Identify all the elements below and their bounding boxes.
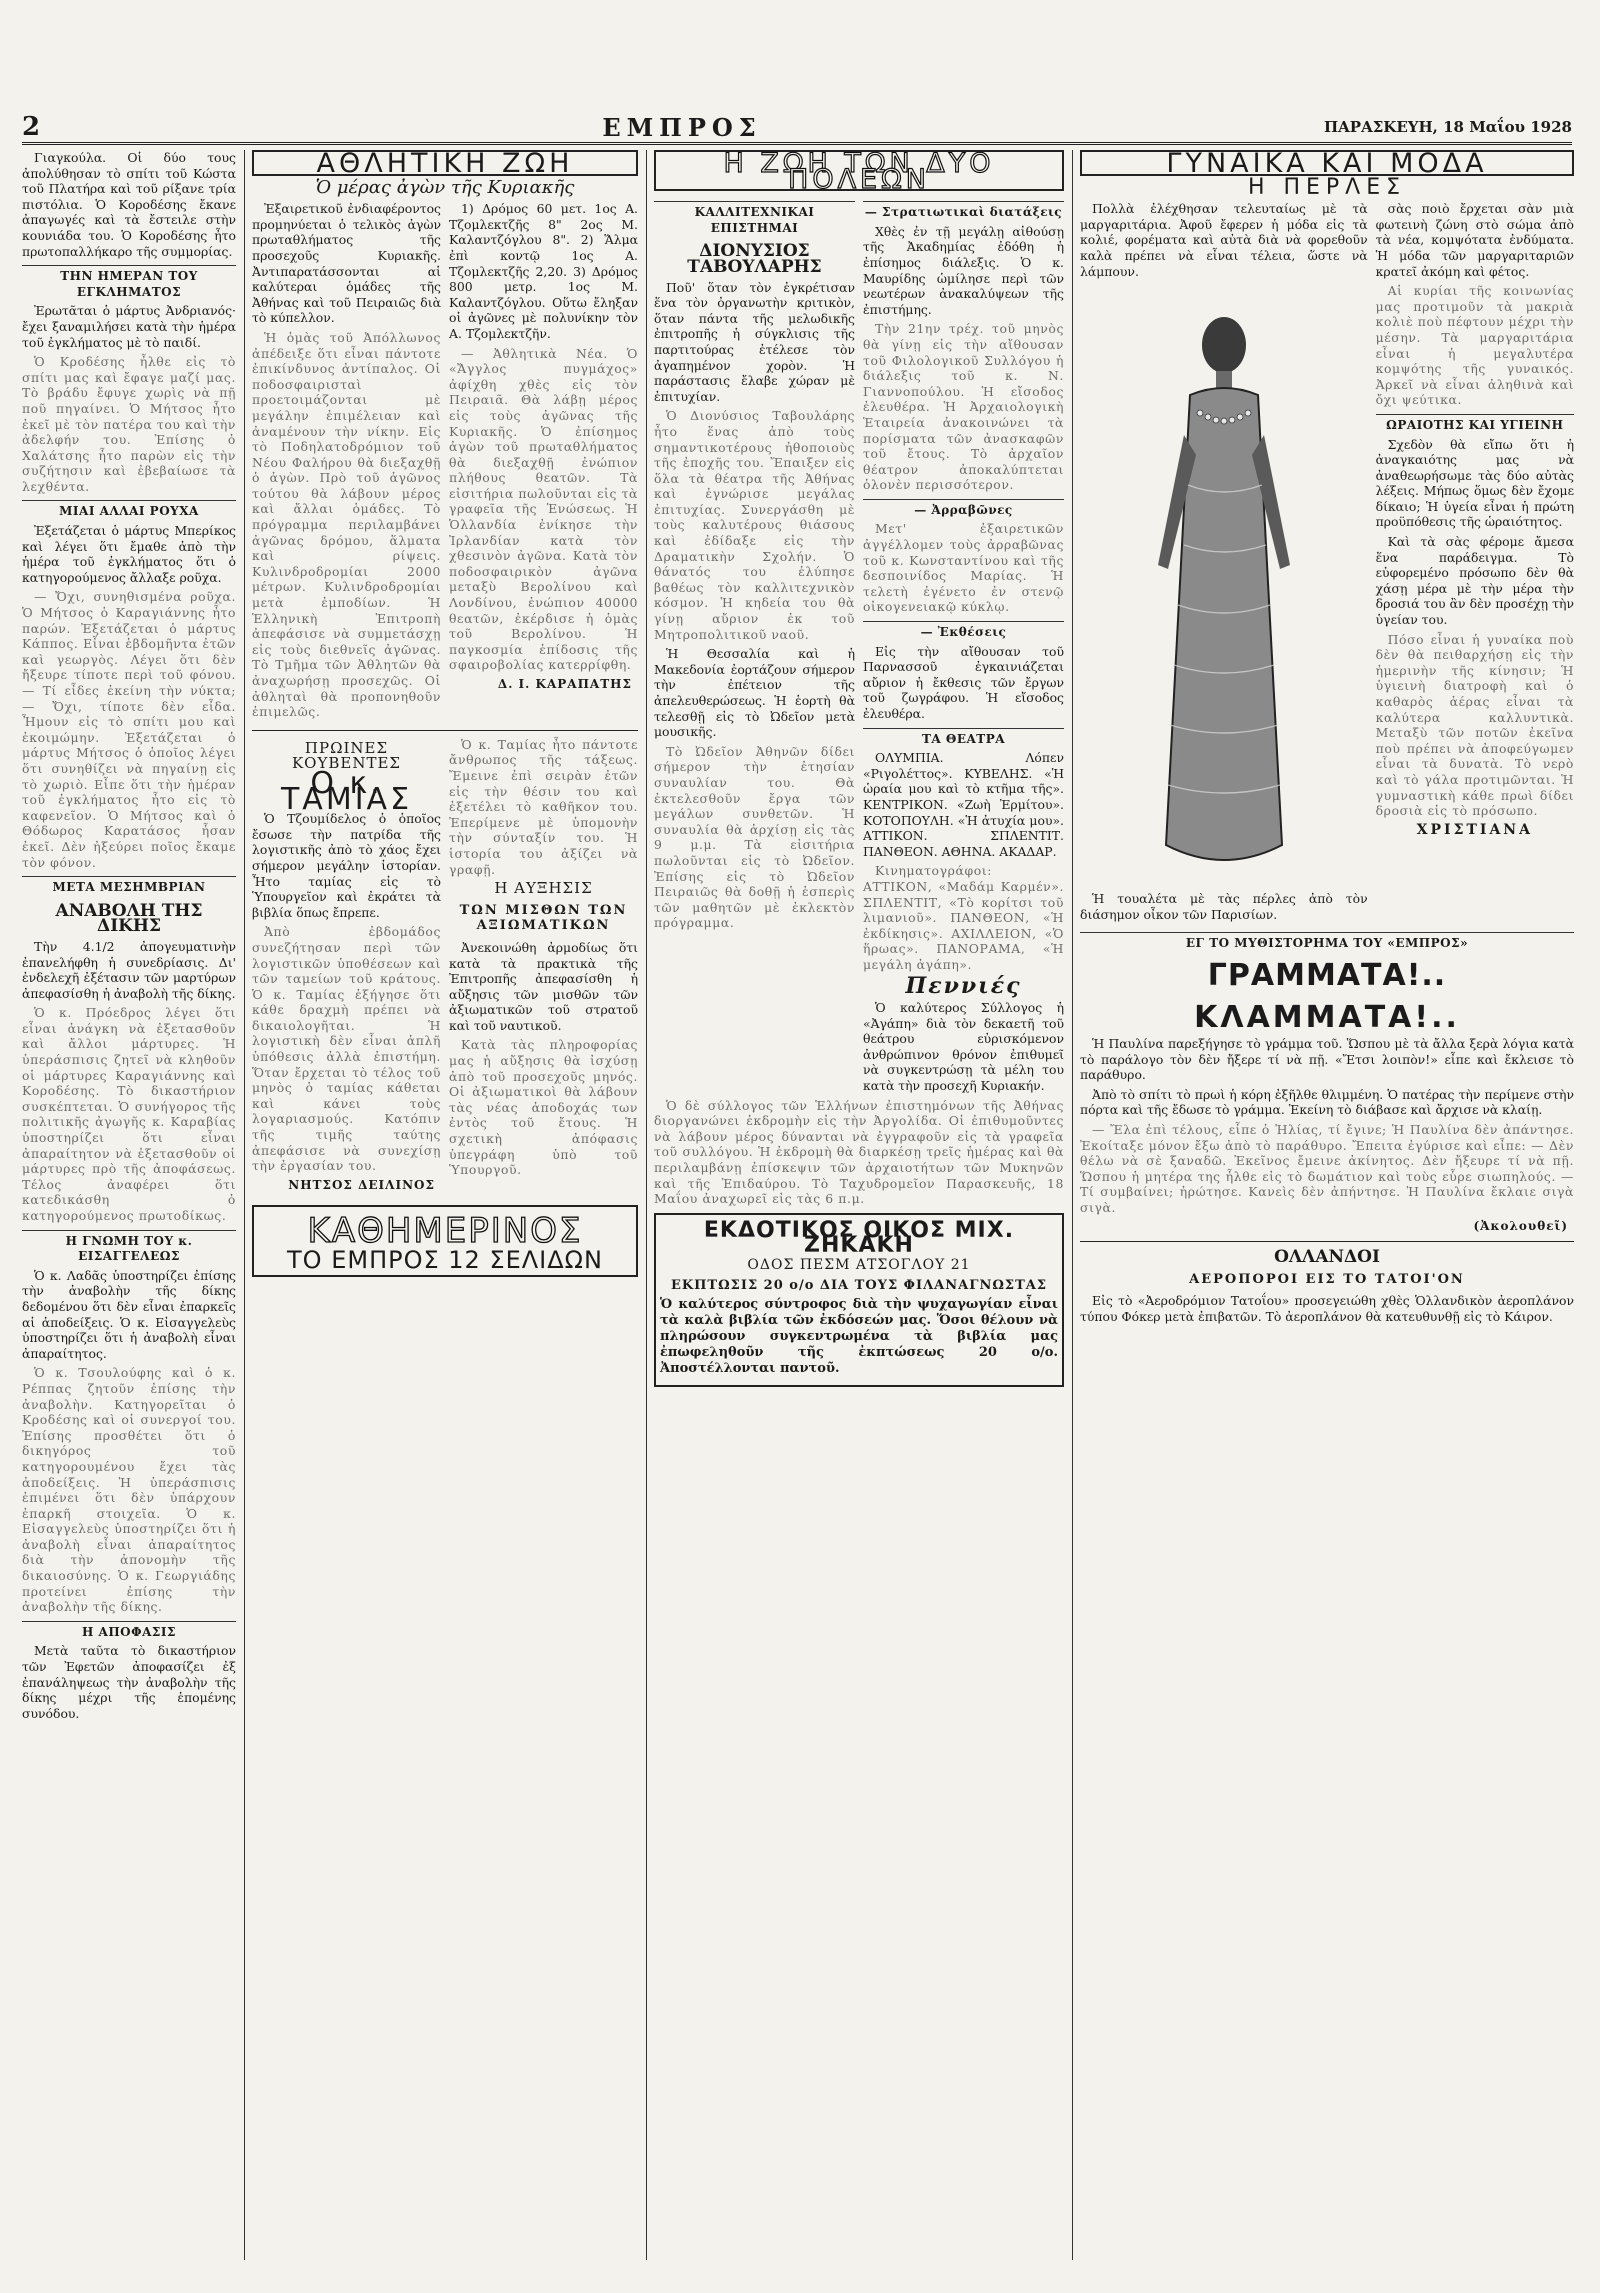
heading-tavoularis: ΔΙΟΝΥΣΙΟΣ ΤΑΒΟΥΛΑΡΗΣ bbox=[687, 241, 822, 277]
ad-publisher-address: ΟΔΟΣ ΠΕΣΜ ΑΤΣΟΓΛΟΥ 21 bbox=[747, 1257, 971, 1273]
section-title-sports: ΑΘΛΗΤΙΚΗ ΖΩΗ bbox=[252, 150, 638, 176]
filler-text: Ὁ Κροδέσης ἦλθε εἰς τὸ σπίτι μας καὶ ἔφαγε μαζί μας. Τὸ βράδυ ἔφυγε χωρὶς νὰ πῇ ποῦ πηγαίνει. Ὁ Μήτσος ἦτο ἐκεῖ μὲ τὸν πατέρα του καὶ τὴν ἀδελφήν του. Ἐπίσης ὁ Χαλάτσης ἦτο παρὼν εἰς τὴν συζήτησιν καὶ ἐβεβαίωσε τὰ λεχθέντα. bbox=[22, 354, 236, 494]
paragraph: ΟΛΥΜΠΙΑ. Λόπεν «Ριγολέττος». ΚΥΒΕΛΗΣ. «Ἡ ὡραία μου καὶ τὸ κτῆμα τῆς». ΚΕΝΤΡΙΚΟΝ. «Ζωὴ Ἐρμίτου». ΚΟΤΟΠΟΥΛΗ. «Ἡ ἀτυχία μου». ΑΤΤΙΚΟΝ. ΣΠΛΕΝΤΙΤ. ΠΑΝΘΕΟΝ. ΑΘΗΝΑ. ΑΚΑΔΑΡ. bbox=[863, 750, 1064, 859]
heading-crime-day: ΤΗΝ ΗΜΕΡΑΝ ΤΟΥ ΕΓΚΛΗΜΑΤΟΣ bbox=[22, 265, 236, 300]
filler-text: Αἱ κυρίαι τῆς κοινωνίας μας προτιμοῦν τὰ μακριὰ κολιὲ ποὺ πέφτουν μέχρι τὴν μέσην. Τὰ μαργαριτάρια εἶναι ἡ μεγαλυτέρα κομψότης τῆς γυναικός. Ἀρκεῖ νὰ εἶναι ἀληθινὰ καὶ ὄχι ψεύτικα. bbox=[1375, 283, 1574, 408]
author-signature: ΝΗΤΣΟΣ ΔΕΙΛΙΝΟΣ bbox=[288, 1177, 435, 1192]
article-subtitle: Ὁ μέρας ἀγὼν τῆς Κυριακῆς bbox=[315, 176, 575, 198]
paragraph: Ἀπὸ τὸ σπίτι τὸ πρωὶ ἡ κόρη ἐξῆλθε θλιμμένη. Ὁ πατέρας τὴν περίμενε στὴν πόρτα καὶ τῆς ἔδωσε τὸ γράμμα. Ἐκείνη τὸ διάβασε καὶ ἄρχισε νὰ κλαίῃ. bbox=[1080, 1086, 1574, 1118]
paper-name: ΕΜΠΡΟΣ bbox=[602, 112, 762, 142]
heading-serial-novel: ΕΓ ΤΟ ΜΥΘΙΣΤΟΡΗΜΑ ΤΟΥ «ΕΜΠΡΟΣ» bbox=[1080, 932, 1574, 952]
section-title-fashion: ΓΥΝΑΙΚΑ ΚΑΙ ΜΟΔΑ bbox=[1080, 150, 1574, 176]
paragraph: Εἰς τὴν αἴθουσαν τοῦ Παρνασσοῦ ἐγκαινιάζεται αὔριον ἡ ἔκθεσις τῶν ἔργων τοῦ ζωγράφου. Ἡ εἴσοδος ἐλευθέρα. bbox=[863, 643, 1064, 721]
heading-military-orders: — Στρατιωτικαὶ διατάξεις bbox=[863, 201, 1064, 221]
heading-beauty-hygiene: ΩΡΑΙΟΤΗΣ ΚΑΙ ΥΓΙΕΙΝΗ bbox=[1376, 414, 1574, 434]
page-number: 2 bbox=[22, 112, 41, 142]
heading-decision: Η ΑΠΟΦΑΣΙΣ bbox=[22, 1621, 236, 1641]
filler-text: Ὁ κ. Τσουλούφης καὶ ὁ κ. Ρέππας ζητοῦν ἐπίσης τὴν ἀναβολὴν. Κατηγορεῖται ὁ Κροδέσης καὶ οἱ συνεργοί του. Ἐπίσης προσθέτει ὅτι ὁ δικηγόρος τοῦ κατηγορουμένου ἔχει τὰς ἀποδείξεις. Ἡ ὑπεράσπισις ἐπιμένει ὅτι δὲν ὑπάρχουν ἐπαρκῆ στοιχεῖα. Ὁ κ. Εἰσαγγελεὺς ὑποστηρίζει ὅτι ἡ ἀναβολὴ εἶναι ἀπαραίτητος διὰ τὴν ἀπονομὴν τῆς δικαιοσύνης. Ὁ κ. Γεωργιάδης προτείνει ἐπίσης τὴν ἀναβολὴν τῆς δίκης. bbox=[22, 1365, 236, 1615]
heading-prosecutor-opinion: Η ΓΝΩΜΗ ΤΟΥ κ. ΕΙΣΑΓΓΕΛΕΩΣ bbox=[22, 1230, 236, 1265]
heading-engagements: — Ἀρραβῶνες bbox=[863, 499, 1064, 519]
fashion-illustration bbox=[1080, 285, 1368, 885]
author-signature: Δ. Ι. ΚΑΡΑΠΑΤΗΣ bbox=[497, 677, 632, 691]
filler-text: Τὴν 21ην τρέχ. τοῦ μηνὸς θὰ γίνῃ εἰς τὴν αἴθουσαν τοῦ Φιλολογικοῦ Συλλόγου ἡ διάλεξις τοῦ κ. Ν. Γιαννοπούλου. Ἡ εἴσοδος ἐλευθέρα. Ἡ Ἀρχαιολογικὴ Ἑταιρεία ἀνακοινώνει τὰ πορίσματα τῶν ἀνασκαφῶν τοῦ ἔτους. Τὸ ἀρχαῖον θέατρον ἀποκαλύπτεται ὁλονὲν περισσότερον. bbox=[863, 321, 1064, 493]
column-rule bbox=[646, 150, 647, 2260]
column-city-life bbox=[654, 150, 1064, 2260]
heading-arts-sciences: ΚΑΛΛΙΤΕΧΝΙΚΑΙ ΕΠΙΣΤΗΜΑΙ bbox=[654, 201, 855, 236]
filler-text: Κινηματογράφοι: ΑΤΤΙΚΟΝ, «Μαδάμ Καρμέν». ΣΠΛΕΝΤΙΤ, «Τὸ κορίτσι τοῦ λιμανιοῦ». ΠΑΝΘΕΟΝ, «Ἡ ἐκδίκησις». ΑΧΙΛΛΕΙΟΝ, «Ὁ ἥρωας». ΠΑΝΟΡΑΜΑ, «Ἡ μεγάλη ἀγάπη». bbox=[863, 863, 1064, 972]
filler-text: — Ὄχι, συνηθισμένα ροῦχα. Ὁ Μήτσος ὁ Καραγιάννης ἦτο παρών. Ἐξετάζεται ὁ μάρτυς Κάππος. Εἶναι ἑβδομῆντα ἐτῶν καὶ γεωργὸς. Λέγει ὅτι δὲν ἤξευρε τίποτε περὶ τοῦ φόνου. — Τί εἶδες ἐκείνη τὴν νύκτα; — Ὄχι, τίποτε δὲν εἶδα. Ἦμουν εἰς τὸ σπίτι μου καὶ ἐκοιμώμην. Ἐξετάζεται ὁ μάρτυς Μήτσος ὁ ὁποῖος λέγει ὅτι συνηθίζει νὰ πηγαίνῃ εἰς τὸ χωριὸ. Εἶπε ὅτι τὴν ἡμέραν τοῦ ἐγκλήματος ἦτο εἰς τὸ καφενεῖον. Ὁ Μήτσος καὶ ὁ Θόδωρος Καρατάσος ἦσαν ἐκεῖ. Δὲν ἠξεύρει ποῖος ἔκαμε τὸν φόνον. bbox=[22, 589, 236, 870]
paragraph: Ἐξετάζεται ὁ μάρτυς Μπερίκος καὶ λέγει ὅτι ἔμαθε ἀπὸ τὴν ἡμέρα τοῦ ἐγκλήματος ὅτι ὁ κατηγορούμενος ἄλλαξε ροῦχα. bbox=[22, 523, 236, 585]
paragraph: Μετὰ ταῦτα τὸ δικαστήριον τῶν Ἐφετῶν ἀποφασίζει ἐξ ἐπανάληψεως τὴν ἀναβολὴν τῆς δίκης μέχρι τῆς ἑπομένης συνόδου. bbox=[22, 1643, 236, 1721]
filler-text: Μετ' ἐξαιρετικῶν ἀγγέλλομεν τοὺς ἀρραβῶνας τοῦ κ. Κωνσταντίνου καὶ τῆς δεσποινίδος Μαρίας. Ἡ τελετὴ ἐγένετο ἐν στενῷ οἰκογενειακῷ κύκλῳ. bbox=[863, 521, 1064, 615]
heading-treasurer: Ο κ. ΤΑΜΙΑΣ bbox=[280, 765, 413, 817]
lead-paragraph: Γιαγκούλα. Οἱ δύο τους ἀπολύθησαν τὸ σπίτι τοῦ Κώστα τοῦ Πλατήρα καὶ τοῦ ρίξανε τρία πιστόλια. Ὁ Κοροδέσης ἔκανε ἀπαγωγές καὶ τὰ ἔστειλε στὴν κουνιάδα του. Ὁ Κοροδέσης ἦτο πρωτοπαλλήκαρο τῆς συμμορίας. bbox=[22, 150, 236, 259]
paragraph: Ἐξαιρετικοῦ ἐνδιαφέροντος προμηνύεται ὁ τελικὸς ἀγὼν πρωταθλήματος τῆς προσεχοῦς Κυριακῆς. Ἀντιπαρατάσσονται αἱ καλύτεραι ὁμάδες τῆς Ἀθήνας καὶ τοῦ Πειραιῶς διὰ τὸ κύπελλον. bbox=[252, 201, 441, 326]
column-court-report bbox=[22, 150, 236, 2260]
to-be-continued: (Ἀκολουθεῖ) bbox=[1473, 1219, 1568, 1234]
filler-text: Ὁ δὲ σύλλογος τῶν Ἑλλήνων ἐπιστημόνων τῆς Ἀθήνας διοργανώνει ἐκδρομὴν εἰς τὴν Ἀργολίδα. Οἱ ἐπιθυμοῦντες νὰ λάβουν μέρος δύνανται νὰ ἐγγραφοῦν εἰς τὰ γραφεῖα τοῦ συλλόγου. Ἡ ἐκδρομὴ θὰ διαρκέσῃ τρεῖς ἡμέρας καὶ θὰ περιλαμβάνῃ ἐπίσκεψιν τῶν ἀρχαιοτήτων τῶν Μυκηνῶν καὶ τῆς Ἐπιδαύρου. Τὸ Ταχυδρομεῖον Παρασκευῆς, 18 Μαΐου ἀναχωρεῖ εἰς τὰς 6 π.μ. bbox=[654, 1097, 1064, 1207]
column-sports bbox=[252, 150, 638, 2260]
heading-exhibitions: — Ἐκθέσεις bbox=[863, 621, 1064, 641]
paragraph: Ποῦ' ὅταν τὸν ἐγκρέτισαν ἕνα τὸν ὀργανωτὴν κριτικὸν, ὅταν πάντα τῆς μελωδικῆς ἐπιτροπῆς ἡ σύγκλισις τῆς παρτιτούρας ἐτέλεσε τὸν ἀγαπημένον χορὸν. Ἡ παράστασις ἔλαβε χώραν μὲ ἐπιτυχίαν. bbox=[654, 279, 855, 404]
filler-text: — Ἀθλητικὰ Νέα. Ὁ «Ἄγγλος πυγμάχος» ἀφίχθη χθὲς εἰς τὸν Πειραιᾶ. Θὰ λάβῃ μέρος εἰς τοὺς ἀγῶνας τῆς Κυριακῆς. Ὁ ἐπίσημος ἀγὼν τοῦ πρωταθλήματος θὰ διεξαχθῇ ἐνώπιον πλήθους θεατῶν. Τὰ εἰσιτήρια πωλοῦνται εἰς τὰ γραφεῖα τῆς Ἑνώσεως. Ἡ Ὁλλανδία ἐνίκησε τὴν Ἰρλανδίαν κατὰ τὸν χθεσινὸν ἀγῶνα. Κατὰ τὸν ποδοσφαιρικὸν ἀγῶνα μεταξὺ Βερολίνου καὶ Λονδίνου, ἐνώπιον 40000 θεατῶν, ἐκέρδισε ἡ ὁμὰς τοῦ Βερολίνου. Ἡ παγκοσμία ἐπίδοσις τῆς σφαιροβολίας κατερρίφθη. bbox=[449, 345, 638, 673]
filler-text: — Ἔλα ἐπὶ τέλους, εἶπε ὁ Ἠλίας, τί ἔγινε; Ἡ Παυλίνα δὲν ἀπάντησε. Ἐκοίταξε μόνον ἔξω ἀπὸ τὸ παράθυρο. Ἔπειτα ἐγύρισε καὶ εἶπε: — Δὲν θέλω νὰ σὲ ξαναδῶ. Ἐκεῖνος ἔμεινε ἀκίνητος. Δὲν ἤξευρε τί νὰ πῇ. Ὥσπου ἡ μητέρα της ἦλθε εἰς τὸ δωμάτιον καὶ τοὺς εὗρε σιωπηλούς. — Τί συμβαίνει; ἠρώτησε. Κανεὶς δὲν ἀπήντησε. Ἡ Παυλίνα ἔκλαιε σιγὰ σιγὰ. bbox=[1080, 1121, 1574, 1215]
issue-date: ΠΑΡΑΣΚΕΥΗ, 18 Μαΐου 1928 bbox=[1323, 118, 1572, 136]
paragraph: Ἐρωτᾶται ὁ μάρτυς Ἀνδριανός· ἔχει ξαναμιλήσει κατὰ τὴν ἡμέρα τοῦ ἐγκλήματος μὲ τὸ παιδί. bbox=[22, 303, 236, 350]
filler-text: Ὁ κ. Ταμίας ἦτο πάντοτε ἄνθρωπος τῆς τάξεως. Ἔμεινε ἐπὶ σειρὰν ἐτῶν εἰς τὴν θέσιν του καὶ ἐξετέλει τὸ καθῆκον του. Ἐπερίμενε μὲ ὑπομονὴν τὴν σύνταξίν του. Ἡ ἱστορία του ἀξίζει νὰ γραφῇ. bbox=[449, 736, 638, 877]
headline-tears: ΚΛΑΜΜΑΤΑ!.. bbox=[1194, 999, 1460, 1035]
paragraph: Εἰς τὸ «Ἀεροδρόμιον Τατοΐου» προσεγειώθη χθὲς Ὁλλανδικὸν ἀεροπλάνον τύπου Φόκερ μετὰ ἐπιβατῶν. Τὸ ἀεροπλάνον θὰ κατευθυνθῇ εἰς τὸ Κάιρον. bbox=[1080, 1293, 1574, 1324]
heading-postponement: ΑΝΑΒΟΛΗ ΤΗΣ ΔΙΚΗΣ bbox=[55, 900, 203, 937]
paragraph: Χθὲς ἐν τῇ μεγάλῃ αἰθούσῃ τῆς Ἀκαδημίας ἐδόθη ἡ ἐπίσημος διάλεξις. Ὁ κ. Μαυρίδης ὡμίλησε περὶ τῶν νεωτέρων ἀνακαλύψεων τῆς ἐπιστήμης. bbox=[863, 223, 1064, 317]
filler-text: Κατὰ τὰς πληροφορίας μας ἡ αὔξησις θὰ ἰσχύσῃ ἀπὸ τοῦ προσεχοῦς μηνός. Οἱ ἀξιωματικοὶ θὰ λάβουν τὰς νέας ἀποδοχάς των ἐντὸς τοῦ ἔτους. Ἡ σχετικὴ ἀπόφασις ὑπεγράφη ὑπὸ τοῦ Ὑπουργοῦ. bbox=[449, 1037, 638, 1178]
paragraph: Σχεδὸν θὰ εἴπω ὅτι ἡ ἀναγκαιότης μας νὰ ἀναθεωρήσωμε τὰς δύο αὐτὰς λέξεις. Μήπως ὅμως δὲν ἔχομε δίκαιο; Ἡ ὑγεία εἶναι ἡ πρώτη προϋπόθεσις τῆς ὡραιότητος. bbox=[1375, 436, 1574, 530]
filler-text: Ἡ ὁμὰς τοῦ Ἀπόλλωνος ἀπέδειξε ὅτι εἶναι πάντοτε ἐπικίνδυνος ἀντίπαλος. Οἱ ποδοσφαιρισταὶ προετοιμάζονται μὲ μεγάλην ἐπιμέλειαν καὶ ἀναμένουν τὴν νίκην. Εἰς τὸ Ποδηλατοδρόμιον τοῦ Νέου Φαλήρου θὰ διεξαχθῇ ὁ ἀγὼν. Πρὸ τοῦ ἀγῶνος τούτου θὰ λάβουν μέρος καὶ ἄλλαι ὁμάδες. Τὸ πρόγραμμα περιλαμβάνει ἀγῶνας δρόμου, ἅλματα καὶ ρίψεις. Κυλινδροδρομίαι 2000 μέτρων. Κυλινδροδρομίαι μετὰ ἐμποδίων. Ἡ Ἑλληνικὴ Ἐπιτροπὴ ἀπεφάσισε νὰ συμμετάσχῃ εἰς τοὺς διεθνεῖς ἀγῶνας. Τὸ Τμῆμα τῶν Ἀθλητῶν θὰ ἀναχωρήσῃ προσεχῶς. Οἱ ἀθληταὶ θὰ προπονηθοῦν ἐπιμελῶς. bbox=[252, 329, 441, 720]
heading-aviators-tatoi: ΑΕΡΟΠΟΡΟΙ ΕΙΣ ΤΟ ΤΑΤΟΙ'ΟΝ bbox=[1189, 1271, 1465, 1287]
heading-clothes: ΜΙΑΙ ΑΛΛΑΙ ΡΟΥΧΑ bbox=[22, 500, 236, 520]
paragraph: Καὶ τὰ σὰς φέρομε ἄμεσα ἕνα παράδειγμα. Τὸ εὐφορεμένο πρόσωπο δὲν θὰ χάσῃ μέρα μὲ τὴν μέρα τὴν δροσιά του ἂν δὲν προσέχῃ τὴν ὑγείαν του. bbox=[1375, 534, 1574, 628]
filler-text: Ὁ κ. Πρόεδρος λέγει ὅτι εἶναι ἀνάγκη νὰ ἐξετασθοῦν καὶ ἄλλοι μάρτυρες. Ἡ ὑπεράσπισις ζητεῖ νὰ κληθοῦν οἱ μάρτυρες Καραγιάννης καὶ Κοροδέσης. Τὸ δικαστήριον συσκέπτεται. Ὁ συνήγορος τῆς πολιτικῆς ἀγωγῆς κ. Καραβίας ὑποστηρίζει ὅτι εἶναι ἀπαραίτητον νὰ ἐξετασθοῦν οἱ μάρτυρες πρὸ τῆς ἀποφάσεως. Τέλος ἀναφέρει ὅτι κατεδικάσθη ὁ κατηγορούμενος πρωτοδίκως. bbox=[22, 1005, 236, 1223]
paragraph: Ὁ Τζουμίδελος ὁ ὁποῖος ἔσωσε τὴν πατρίδα τῆς λογιστικῆς ἀπὸ τὸ χάος ἔχει σήμερον μεγάλην ἱστορίαν. Ἦτο ταμίας εἰς τὸ Ὑπουργεῖον καὶ ἐκράτει τὰ βιβλία ὅπως ἔπρεπε. bbox=[252, 811, 441, 920]
filler-text: Ὁ Διονύσιος Ταβουλάρης ἦτο ἕνας ἀπὸ τοὺς σημαντικοτέρους ἠθοποιοὺς τῆς ἐποχῆς του. Ἔπαιξεν εἰς ὅλα τὰ θέατρα τῆς Ἀθήνας καὶ ἐγνώρισε μεγάλας ἐπιτυχίας. Συνεργάσθη μὲ τοὺς καλυτέρους θιάσους καὶ ἐδίδαξε εἰς τὴν Δραματικὴν Σχολήν. Ὁ θάνατός του ἐλύπησε βαθέως τὸν καλλιτεχνικὸν κόσμον. Ἡ κηδεία του θὰ γίνῃ αὔριον ἐκ τοῦ Μητροπολιτικοῦ ναοῦ. bbox=[654, 408, 855, 642]
filler-text: Πόσο εἶναι ἡ γυναίκα ποὺ δὲν θὰ πειθαρχήσῃ εἰς τὴν ἠμερινὴν τῆς κίνησιν; Ἡ ὑγιεινὴ διατροφὴ καὶ ὁ καθαρὸς ἀέρας εἶναι τὰ καλύτερα καλλυντικὰ. Μεταξὺ τῶν ποτῶν ἐκεῖνα ποὺ πρέπει νὰ ἀποφεύγωμεν εἶναι τὰ δυνατὰ. Τὸ νερὸ καὶ τὸ γάλα προτιμῶνται. Ἡ γυμναστικὴ κάθε πρωὶ δίδει δροσιὰ εἰς τὸ πρόσωπο. bbox=[1375, 631, 1574, 819]
heading-morning-talks: ΠΡΩΙΝΕΣ ΚΟΥΒΕΝΤΕΣ bbox=[291, 738, 402, 773]
section-title-city-life: Η ΖΩΗ ΤΩΝ ΔΥΟ ΠΟΛΕΩΝ bbox=[654, 150, 1064, 191]
heading-raise: Η ΑΥΞΗΣΙΣ bbox=[494, 879, 593, 898]
filler-text: Ἀπὸ ἐβδομάδος συνεζήτησαν περὶ τῶν λογιστικῶν ὑποθέσεων καὶ τῶν ταμείων τοῦ κράτους. Ὁ κ. Ταμίας ἐξήγησε ὅτι κάθε δραχμὴ πρέπει νὰ δικαιολογῆται. Ἡ λογιστικὴ δὲν εἶναι ἁπλῆ ὑπόθεσις ἀλλὰ ἐπιστήμη. Ὅταν ἔρχεται τὸ τέλος τοῦ μηνὸς ὁ ταμίας κάθεται καὶ κάνει τοὺς λογαριασμούς. Κατόπιν τῆς τιμῆς ταύτης ἀπεφάσισε νὰ συνεχίσῃ τὴν ἐργασίαν του. bbox=[252, 924, 441, 1174]
paragraph: Ὁ κ. Λαδᾶς ὑποστηρίζει ἐπίσης τὴν ἀναβολὴν τῆς δίκης δεδομένου ὅτι δὲν εἶναι ἐπαρκεῖς αἱ ἀποδείξεις. Ὁ κ. Εἰσαγγελεὺς ὑποστηρίζει ὅτι ἡ ἀναβολὴ εἶναι ἀπαραίτητος. bbox=[22, 1267, 236, 1361]
paragraph: σὰς ποιὸ ἔρχεται σὰν μιὰ φωτεινὴ ζώνη στὸ σώμα ἀπὸ τὰ νέα, κομψότατα ἐνδύματα. Ἡ μόδα τῶν μαργαριταριῶν κρατεῖ ἀκόμη καὶ φέτος. bbox=[1375, 201, 1574, 279]
ad-text: Ὁ καλύτερος σύντροφος διὰ τὴν ψυχαγωγίαν εἶναι τὰ καλὰ βιβλία τῶν ἐκδόσεών μας. Ὅσοι θέλουν νὰ πληρώσουν συγκεντρωμένα τὰ βιβλία μας ἐπωφεληθοῦν τῆς ἐκπτώσεως 20 ο/ο. Ἀποστέλλονται παντοῦ. bbox=[660, 1297, 1058, 1377]
ad-discount: ΕΚΠΤΩΣΙΣ 20 ο/ο ΔΙΑ ΤΟΥΣ ΦΙΛΑΝΑΓΝΩΣΤΑΣ bbox=[670, 1277, 1048, 1293]
headline-letters: ΓΡΑΜΜΑΤΑ!.. bbox=[1207, 957, 1447, 993]
paragraph: Ἡ Παυλίνα παρεξήγησε τὸ γράμμα τοῦ. Ὥσπου μὲ τὰ ἄλλα ξερὰ λόγια κατὰ τὸ παράλογο τὸν δὲν ἤξερε τί νὰ πῇ. «Ἔτσι λοιπὸν!» εἶπε καὶ ἔκλεισε τὸ παράθυρο. bbox=[1080, 1035, 1574, 1083]
filler-text: Τὸ Ὠδεῖον Ἀθηνῶν δίδει σήμερον τὴν ἐτησίαν συναυλίαν του. Θὰ ἐκτελεσθοῦν ἔργα τῶν μεγάλων συνθετῶν. Ἡ συναυλία θὰ ἀρχίσῃ εἰς τὰς 9 μ.μ. Τὰ εἰσιτήρια πωλοῦνται εἰς τὸ Ὠδεῖον. Ἐπίσης εἰς τὸ Ὠδεῖον Πειραιῶς θὰ δοθῇ ἡ ἑσπερὶς τῶν μαθητῶν μὲ ἐκλεκτὸν πρόγραμμα. bbox=[654, 743, 855, 931]
divider bbox=[252, 730, 638, 731]
paragraph: Πολλὰ ἐλέχθησαν τελευταίως μὲ τὰ μαργαριτάρια. Ἀφοῦ ἔφερεν ἡ μόδα εἰς τὰ κολιέ, φορέματα καὶ αὐτὰ διὰ νὰ φορεθοῦν καλὰ πρέπει νὰ εἶναι τέλεια, ὥστε νὰ λάμπουν. bbox=[1080, 201, 1368, 279]
article-subtitle-pearls: Η ΠΕΡΛΕΣ bbox=[1247, 174, 1407, 200]
paragraph: 1) Δρόμος 60 μετ. 1ος Α. Τζομλεκτζῆς 8" 2ος Μ. Καλαντζόγλου 8". 2) Ἅλμα ἐπὶ κοντῷ 1ος Α. Τζομλεκτζῆς 2,20. 3) Δρόμος 800 μετρ. 1ος Μ. Καλαντζόγλου. Οὕτω ἔληξαν οἱ ἀγῶνες μὲ πολυνίκην τὸν Α. Τζομλεκτζῆν. bbox=[449, 201, 638, 341]
woman-in-pearl-dress-icon bbox=[1104, 285, 1344, 885]
divider bbox=[1080, 1241, 1574, 1242]
advertisement-zikakis-publishing bbox=[654, 1213, 1064, 1387]
paragraph: Ἀνεκοινώθη ἀρμοδίως ὅτι κατὰ τὰ πρακτικὰ τῆς Ἐπιτροπῆς ἀπεφασίσθη ἡ αὔξησις τῶν μισθῶν τῶν ἀξιωματικῶν τοῦ στρατοῦ καὶ τοῦ ναυτικοῦ. bbox=[449, 939, 638, 1033]
ad-subtitle-pages: ΤΟ ΕΜΠΡΟΣ 12 ΣΕΛΙΔΩΝ bbox=[287, 1246, 603, 1275]
column-rule bbox=[1072, 150, 1073, 2260]
paragraph: Ὁ καλύτερος Σύλλογος ἡ «Ἀγάπη» διὰ τὸν δεκαετῆ τοῦ θεάτρου εὐρισκόμενον ἀνθρώπινον θρόνον ἐπιθυμεῖ νὰ συγκεντρώσῃ τὰ μέλη του κατὰ τὴν προσεχῆ Κυριακήν. bbox=[863, 1000, 1064, 1094]
masthead bbox=[22, 112, 1572, 145]
ad-publisher-name: ΕΚΔΟΤΙΚΟΣ ΟΙΚΟΣ ΜΙΧ. ΖΗΚΑΚΗ bbox=[703, 1217, 1015, 1259]
heading-dutch: ΟΛΛΑΝΔΟΙ bbox=[1274, 1247, 1380, 1268]
heading-pennies: Πεννιές bbox=[905, 972, 1022, 999]
advertisement-daily-emprós bbox=[252, 1205, 638, 1277]
ad-title-daily: ΚΑΘΗΜΕΡΙΝΟΣ bbox=[307, 1211, 583, 1252]
heading-officers-salaries: ΤΩΝ ΜΙΣΘΩΝ ΤΩΝ ΑΞΙΩΜΑΤΙΚΩΝ bbox=[459, 902, 628, 934]
paragraph: Τὴν 4.1/2 ἀπογευματινὴν ἐπανελήφθη ἡ συνεδρίασις. Δι' ἐνδελεχῆ ἐξέτασιν τῶν μαρτύρων ἀπεφασίσθη ἡ ἀναβολὴ τῆς δίκης. bbox=[22, 938, 236, 1001]
column-rule bbox=[244, 150, 245, 2260]
heading-afternoon: ΜΕΤΑ ΜΕΣΗΜΒΡΙΑΝ bbox=[22, 876, 236, 896]
author-signature: ΧΡΙΣΤΙΑΝΑ bbox=[1416, 821, 1533, 838]
column-fashion bbox=[1080, 150, 1574, 2260]
paragraph: Ἡ Θεσσαλία καὶ ἡ Μακεδονία ἐορτάζουν σήμερον τὴν ἐπέτειον τῆς ἀπελευθερώσεως. Ἡ ἑορτὴ θὰ τελεσθῇ εἰς τὸ Ὠδεῖον μετὰ μουσικῆς. bbox=[654, 646, 855, 740]
heading-theatres: ΤΑ ΘΕΑΤΡΑ bbox=[863, 728, 1064, 748]
figure-caption: Ἡ τουαλέτα μὲ τὰς πέρλες ἀπὸ τὸν διάσημον οἶκον τῶν Παρισίων. bbox=[1080, 891, 1368, 922]
